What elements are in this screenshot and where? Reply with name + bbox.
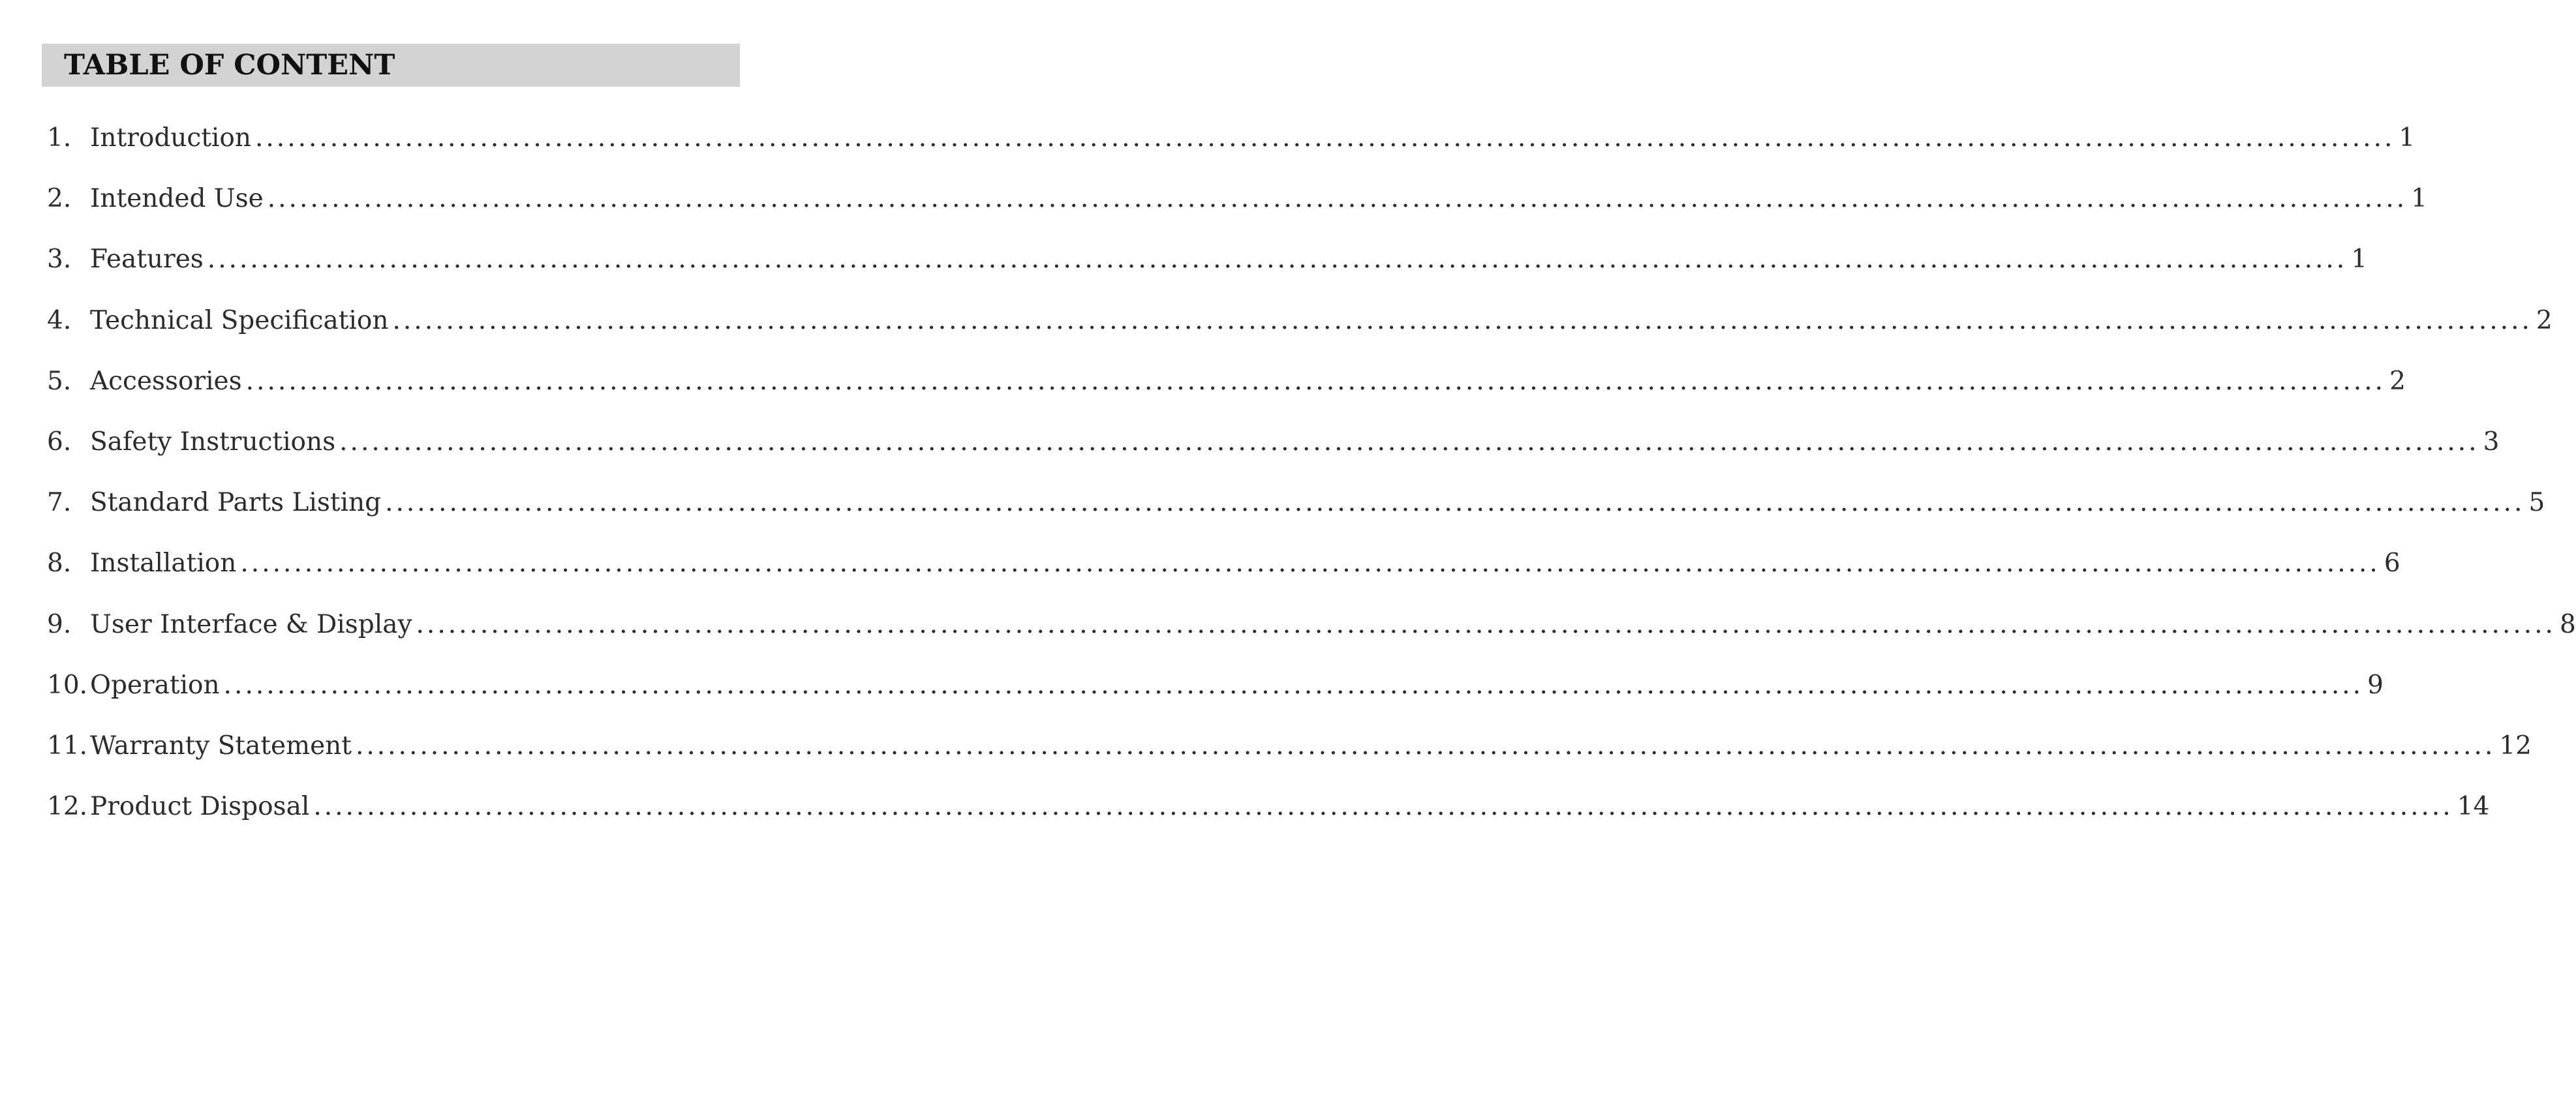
toc-dot-leader: ........................................................................................................................................................................................................ [385, 488, 2525, 518]
toc-dot-leader: ........................................................................................................................................................................................................ [267, 184, 2408, 214]
toc-dot-leader: ........................................................................................................................................................................................................ [223, 670, 2364, 700]
toc-entry[interactable] [47, 594, 2576, 655]
toc-entry[interactable] [47, 533, 2400, 594]
toc-header [42, 44, 740, 87]
toc-entry-title: Introduction [90, 123, 251, 153]
toc-entry-page: 12 [2499, 731, 2532, 761]
toc-entry[interactable] [47, 168, 2427, 229]
toc-entry-number: 6. [47, 427, 72, 457]
toc-entry[interactable] [47, 290, 2553, 351]
toc-entry-number: 3. [47, 245, 72, 275]
toc-entry[interactable] [47, 655, 2384, 716]
toc-entry-page: 1 [2399, 123, 2415, 153]
toc-entry-title: Safety Instructions [90, 427, 336, 457]
toc-dot-leader: ........................................................................................................................................................................................................ [339, 427, 2479, 457]
toc-dot-leader: ........................................................................................................................................................................................................ [392, 305, 2532, 335]
toc-entry[interactable] [47, 716, 2532, 776]
toc-entry-number: 1. [47, 123, 72, 153]
toc-entry-number: 9. [47, 609, 72, 639]
toc-entry[interactable] [47, 229, 2368, 290]
toc-entry[interactable] [47, 412, 2500, 472]
toc-entry-number: 12. [47, 792, 88, 822]
toc-entry-number: 11. [47, 731, 88, 761]
toc-entry[interactable] [47, 472, 2545, 533]
toc-entry-page: 3 [2483, 427, 2500, 457]
toc-entry-title: Installation [90, 549, 237, 579]
toc-entry-number: 10. [47, 670, 88, 700]
toc-entry-number: 2. [47, 184, 72, 214]
toc-dot-leader: ........................................................................................................................................................................................................ [416, 609, 2556, 639]
toc-entry-page: 1 [2411, 184, 2427, 214]
toc-entry-title: Standard Parts Listing [90, 488, 382, 518]
toc-entry-page: 2 [2536, 305, 2553, 335]
toc-entry[interactable] [47, 351, 2406, 412]
toc-entry-page: 1 [2351, 245, 2368, 275]
toc-dot-leader: ........................................................................................................................................................................................................ [207, 245, 2348, 275]
toc-entry-title: Warranty Statement [90, 731, 352, 761]
toc-entry-title: Technical Specification [90, 305, 389, 335]
toc-entry[interactable] [47, 776, 2490, 837]
toc-entry-title: Operation [90, 670, 220, 700]
toc-dot-leader: ........................................................................................................................................................................................................ [313, 792, 2453, 822]
toc-entry-title: User Interface & Display [90, 609, 412, 639]
toc-entry-title: Product Disposal [90, 792, 310, 822]
toc-entry-number: 7. [47, 488, 72, 518]
toc-entry-page: 8 [2559, 609, 2576, 639]
toc-entry-title: Accessories [90, 366, 242, 396]
toc-entry-page: 9 [2367, 670, 2384, 700]
toc-entry-number: 5. [47, 366, 72, 396]
toc-dot-leader: ........................................................................................................................................................................................................ [245, 366, 2386, 396]
toc-entry-page: 6 [2384, 549, 2400, 579]
toc-entry-title: Features [90, 245, 204, 275]
toc-list [47, 108, 2576, 837]
toc-entry-number: 4. [47, 305, 72, 335]
toc-dot-leader: ........................................................................................................................................................................................................ [355, 731, 2496, 761]
toc-entry-title: Intended Use [90, 184, 264, 214]
toc-entry-number: 8. [47, 549, 72, 579]
toc-entry-page: 14 [2457, 792, 2490, 822]
toc-dot-leader: ........................................................................................................................................................................................................ [255, 123, 2395, 153]
toc-dot-leader: ........................................................................................................................................................................................................ [240, 549, 2380, 579]
toc-entry[interactable] [47, 108, 2415, 168]
toc-entry-page: 2 [2389, 366, 2406, 396]
toc-entry-page: 5 [2528, 488, 2545, 518]
page-title: TABLE OF CONTENT [64, 49, 395, 82]
